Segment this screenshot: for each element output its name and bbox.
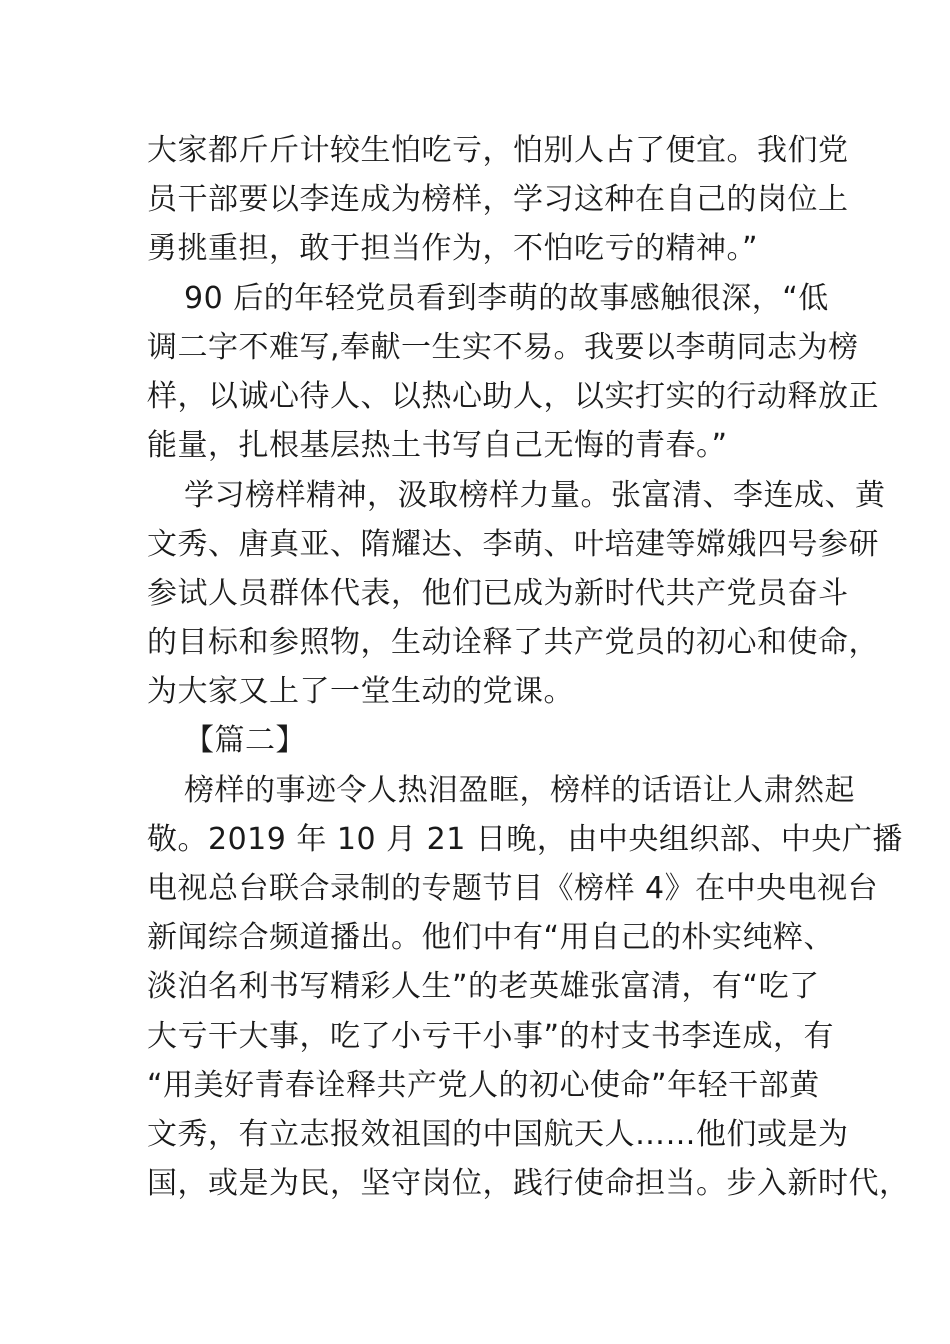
text-line: “用美好青春诠释共产党人的初心使命”年轻干部黄 xyxy=(147,1068,820,1103)
text-line: 文秀，有立志报效祖国的中国航天人……他们或是为 xyxy=(147,1117,849,1152)
text-line: 国，或是为民，坚守岗位，践行使命担当。步入新时代， xyxy=(147,1166,910,1201)
text-line: 为大家又上了一堂生动的党课。 xyxy=(147,674,574,709)
text-line: 样，以诚心待人、以热心助人，以实打实的行动释放正 xyxy=(147,379,879,414)
text-line: 榜样的事迹令人热泪盈眶，榜样的话语让人肃然起 xyxy=(184,773,855,808)
text-line: 敬。2019 年 10 月 21 日晚，由中央组织部、中央广播 xyxy=(147,822,903,857)
text-line: 学习榜样精神，汲取榜样力量。张富清、李连成、黄 xyxy=(184,478,886,513)
text-line: 参试人员群体代表，他们已成为新时代共产党员奋斗 xyxy=(147,576,849,611)
text-line: 大亏干大事，吃了小亏干小事”的村支书李连成，有 xyxy=(147,1019,835,1054)
text-line: 淡泊名利书写精彩人生”的老英雄张富清，有“吃了 xyxy=(147,969,820,1004)
text-line: 员干部要以李连成为榜样，学习这种在自己的岗位上 xyxy=(147,182,849,217)
text-line: 90 后的年轻党员看到李萌的故事感触很深，“低 xyxy=(184,281,829,316)
text-line: 大家都斤斤计较生怕吃亏，怕别人占了便宜。我们党 xyxy=(147,133,849,168)
text-line: 调二字不难写,奉献一生实不易。我要以李萌同志为榜 xyxy=(147,330,859,365)
section-heading: 【篇二】 xyxy=(184,723,306,758)
text-line: 能量，扎根基层热土书写自己无悔的青春。” xyxy=(147,428,728,463)
text-line: 的目标和参照物，生动诠释了共产党员的初心和使命， xyxy=(147,625,879,660)
text-line: 文秀、唐真亚、隋耀达、李萌、叶培建等嫦娥四号参研 xyxy=(147,527,879,562)
text-line: 新闻综合频道播出。他们中有“用自己的朴实纯粹、 xyxy=(147,920,835,955)
text-line: 电视总台联合录制的专题节目《榜样 4》在中央电视台 xyxy=(147,871,879,906)
text-line: 勇挑重担，敢于担当作为，不怕吃亏的精神。” xyxy=(147,231,759,266)
